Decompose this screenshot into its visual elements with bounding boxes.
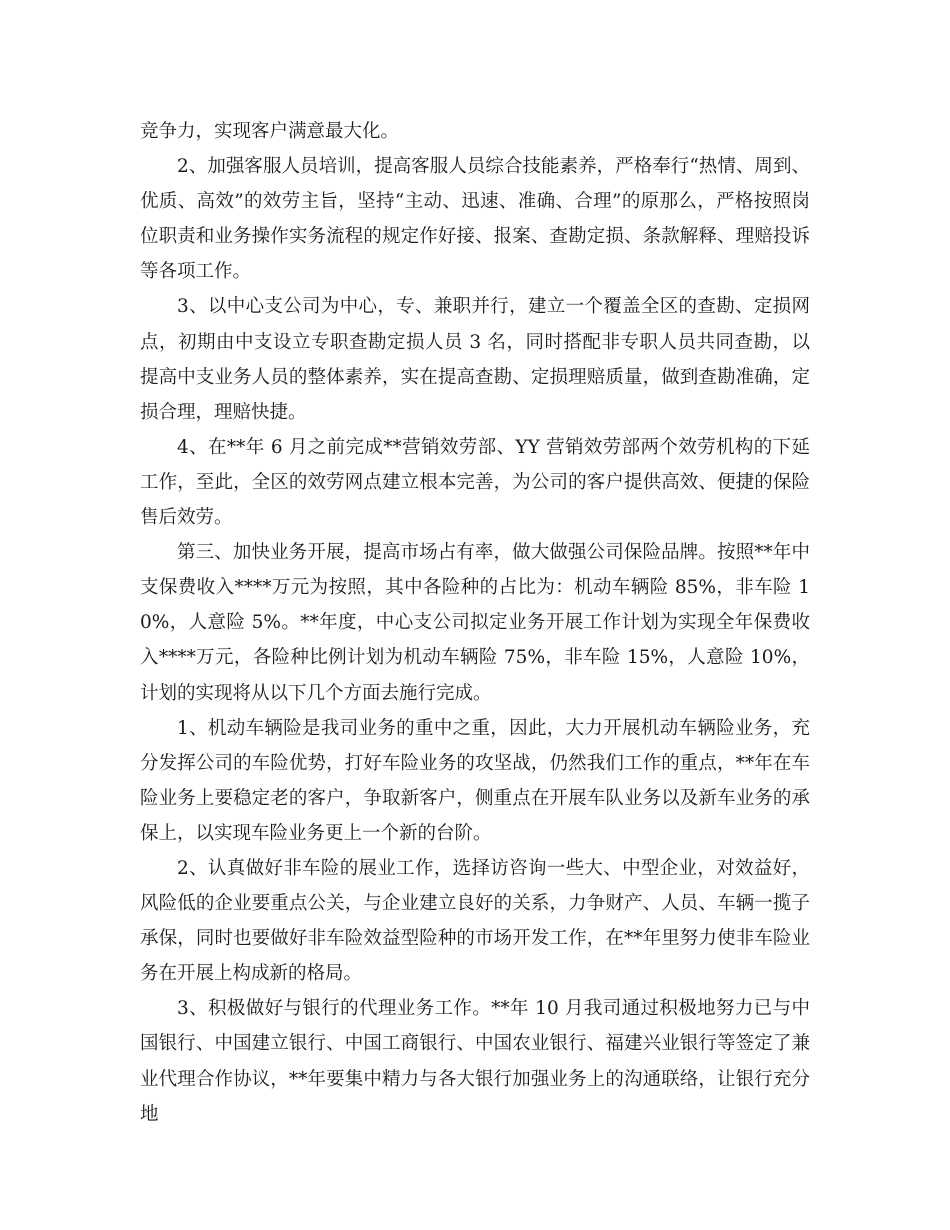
- paragraph-motor-vehicle-insurance: 1、机动车辆险是我司业务的重中之重，因此，大力开展机动车辆险业务，充分发挥公司的车险优势，打好车险业务的攻坚战，仍然我们工作的重点，**年在车险业务上要稳定老的客户，争取新客户，侧重点在开展车队业务以及新车业务的承保上，以实现车险业务更上一个新的台阶。: [140, 717, 810, 844]
- paragraph-customer-service-training: 2、加强客服人员培训，提高客服人员综合技能素养，严格奉行“热情、周到、优质、高效”的效劳主旨，坚持“主动、迅速、准确、合理”的原那么，严格按照岗位职责和业务操作实务流程的规定作好接、报案、查勘定损、条款解释、理赔投诉等各项工作。: [140, 156, 810, 283]
- paragraph-bank-agency: 3、积极做好与银行的代理业务工作。**年 10 月我司通过积极地努力已与中国银行、中国建立银行、中国工商银行、中国农业银行、福建兴业银行等签定了兼业代理合作协议，**年要集中精力与各大银行加强业务上的沟通联络，让银行充分地: [140, 998, 810, 1125]
- paragraph-business-expansion: 第三、加快业务开展，提高市场占有率，做大做强公司保险品牌。按照**年中支保费收入****万元为按照，其中各险种的占比为：机动车辆险 85%，非车险 10%，人意险 5%。**年度，中心支公司拟定业务开展工作计划为实现全年保费收入****万元，各险种比例计划为机动车辆险 75%，非车险 15%，人意险 10%，计划的实现将从以下几个方面去施行完成。: [140, 542, 810, 704]
- paragraph-service-branches: 4、在**年 6 月之前完成**营销效劳部、YY 营销效劳部两个效劳机构的下延工作，至此，全区的效劳网点建立根本完善，为公司的客户提供高效、便捷的保险售后效劳。: [140, 436, 810, 529]
- paragraph-survey-network: 3、以中心支公司为中心，专、兼职并行，建立一个覆盖全区的查勘、定损网点，初期由中支设立专职查勘定损人员 3 名，同时搭配非专职人员共同查勘，以提高中支业务人员的整体素养，实在提高查勘、定损理赔质量，做到查勘准确，定损合理，理赔快捷。: [140, 296, 810, 423]
- paragraph-continuation: 竞争力，实现客户满意最大化。: [140, 121, 400, 142]
- paragraph-non-auto-insurance: 2、认真做好非车险的展业工作，选择访咨询一些大、中型企业，对效益好，风险低的企业要重点公关，与企业建立良好的关系，力争财产、人员、车辆一揽子承保，同时也要做好非车险效益型险种的市场开发工作，在**年里努力使非车险业务在开展上构成新的格局。: [140, 857, 810, 985]
